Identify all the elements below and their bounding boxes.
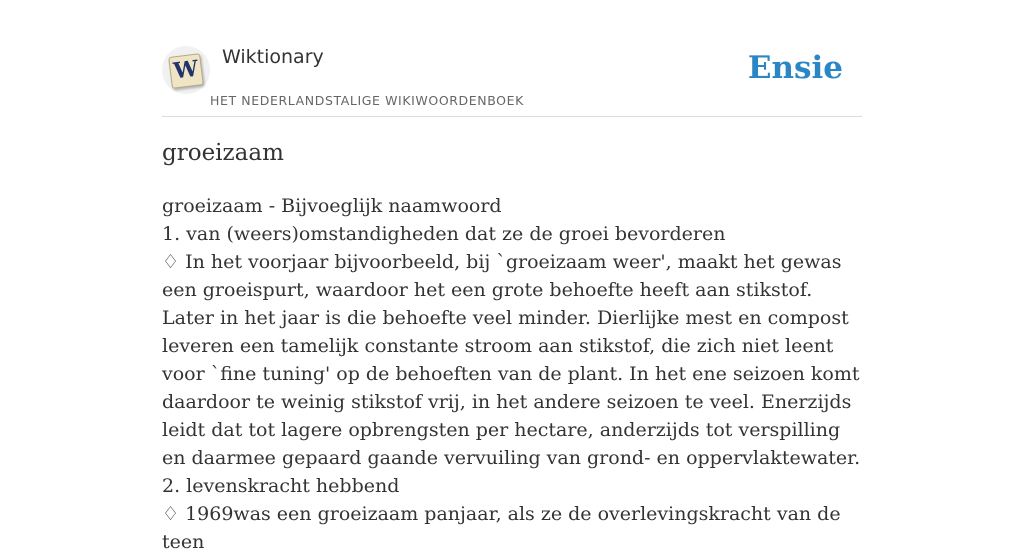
entry-content xyxy=(162,192,862,556)
site-header xyxy=(162,0,862,117)
definition-2: 2. levenskracht hebbend xyxy=(162,475,400,497)
logo-tile-icon xyxy=(168,53,204,89)
example-2: ♢ 1969was een groeizaam panjaar, als ze de overlevingskracht van de teen xyxy=(162,503,841,553)
site-title[interactable]: Wiktionary xyxy=(222,46,324,68)
definition-1: 1. van (weers)omstandigheden dat ze de groei bevorderen xyxy=(162,223,726,245)
entry-title: groeizaam xyxy=(162,140,284,166)
page xyxy=(162,0,862,553)
wiktionary-logo[interactable] xyxy=(162,46,210,94)
example-1: ♢ In het voorjaar bijvoorbeeld, bij `groeizaam weer', maakt het gewas een groeispurt, waardoor het een grote behoefte heeft aan stikstof. Later in het jaar is die behoefte veel minder. Dierlijke mest en compost leveren een tamelijk constante stroom aan stikstof, die zich niet leent voor `fine tuning' op de behoeften van de plant. In het ene seizoen komt daardoor te weinig stikstof vrij, in het andere seizoen te veel. Enerzijds leidt dat tot lagere opbrengsten per hectare, anderzijds tot verspilling en daarmee gepaard gaande vervuiling van grond- en oppervlaktewater. xyxy=(162,251,861,469)
part-of-speech-line: groeizaam - Bijvoeglijk naamwoord xyxy=(162,195,502,217)
site-subtitle: HET NEDERLANDSTALIGE WIKIWOORDENBOEK xyxy=(210,93,524,108)
logo-letter: W xyxy=(172,55,200,85)
ensie-brand-logo[interactable]: Ensie xyxy=(747,50,843,86)
